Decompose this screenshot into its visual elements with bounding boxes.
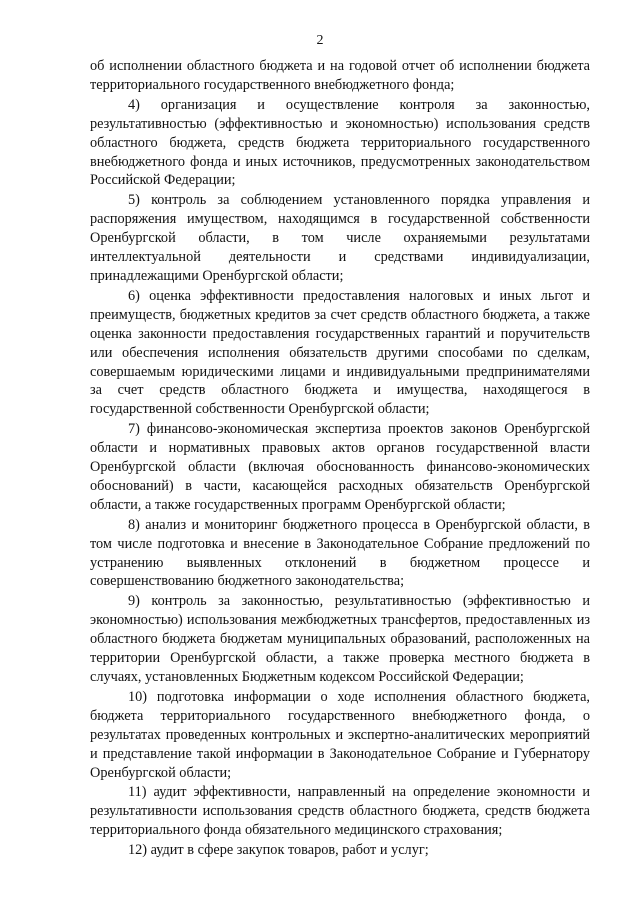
paragraph-item-12: 12) аудит в сфере закупок товаров, работ и услуг; bbox=[128, 842, 429, 859]
paragraph-item-7: 7) финансово-экономическая экспертиза проектов законов Оренбургской области и нормативных правовых актов органов государственной власти Оренбургской области (включая обоснованность финансово-экономических обоснований) в части, касающейся расходных обязательств Оренбургской области, а также государственных программ Оренбургской области; bbox=[90, 421, 590, 513]
document-body bbox=[90, 57, 590, 861]
paragraph-item-10: 10) подготовка информации о ходе исполнения областного бюджета, бюджета территориального государственного внебюджетного фонда, о результатах проведенных контрольных и экспертно-аналитических мероприятий и представление такой информации в Законодательное Собрание и Губернатору Оренбургской области; bbox=[90, 688, 590, 781]
paragraph-item-11: 11) аудит эффективности, направленный на определение экономности и результативности использования средств областного бюджета, средств бюджета территориального фонда обязательного медицинского страхования; bbox=[90, 784, 590, 839]
paragraph-item-9: 9) контроль за законностью, результативностью (эффективностью и экономностью) использования межбюджетных трансфертов, предоставленных из областного бюджета бюджетам муниципальных образований, расположенных на территории Оренбургской области, а также проверка местного бюджета в случаях, установленных Бюджетным кодексом Российской Федерации; bbox=[90, 593, 590, 685]
paragraph-continuation: об исполнении областного бюджета и на годовой отчет об исполнении бюджета территориального государственного внебюджетного фонда; bbox=[90, 58, 590, 93]
paragraph-item-4: 4) организация и осуществление контроля за законностью, результативностью (эффективностью и экономностью) использования средств областного бюджета, средств бюджета территориального государственного внебюджетного фонда и иных источников, предусмотренных законодательством Российской Федерации; bbox=[90, 96, 590, 189]
paragraph-item-5: 5) контроль за соблюдением установленного порядка управления и распоряжения имуществом, находящимся в государственной собственности Оренбургской области, в том числе охраняемыми результатами интеллектуальной деятельности и средствами индивидуализации, принадлежащими Оренбургской области; bbox=[90, 192, 590, 284]
paragraph-item-6: 6) оценка эффективности предоставления налоговых и иных льгот и преимуществ, бюджетных кредитов за счет средств областного бюджета, а также оценка законности предоставления государственных гарантий и поручительств или обеспечения исполнения обязательств другими способами по сделкам, совершаемым юридическими лицами и индивидуальными предпринимателями за счет средств областного бюджета и имущества, находящегося в государственной собственности Оренбургской области; bbox=[90, 287, 590, 418]
page-number: 2 bbox=[316, 33, 324, 48]
paragraph-item-8: 8) анализ и мониторинг бюджетного процесса в Оренбургской области, в том числе подготовка и внесение в Законодательное Собрание предложений по устранению выявленных отклонений в бюджетном процессе и совершенствованию бюджетного законодательства; bbox=[90, 516, 590, 590]
